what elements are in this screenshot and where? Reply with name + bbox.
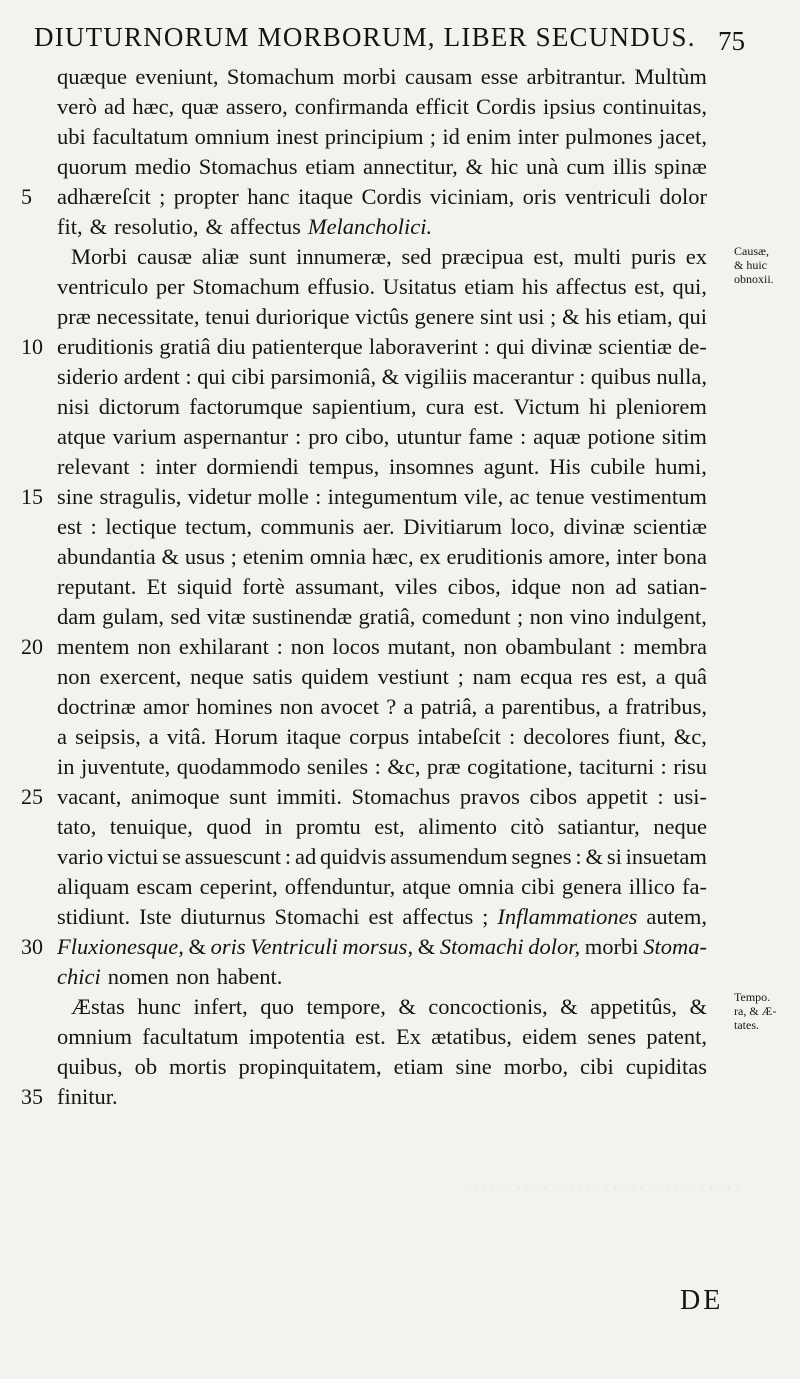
text-line: quorum medio Stomachus etiam annectitur, & hic unà cum illis spinæ [57, 154, 707, 179]
side-note-seasons [734, 990, 798, 1032]
text-line: in juventute, quodammodo seniles : &c, præ cogitatione, taciturni : risu [57, 754, 707, 779]
text-line: non exercent, neque satis quidem vestiunt ; nam ecqua res est, a quâ [57, 664, 707, 689]
line-number: 25 [21, 784, 43, 809]
text-line: a seipsis, a vitâ. Horum itaque corpus intabeſcit : decolores fiunt, &c, [57, 724, 707, 749]
line-number: 35 [21, 1084, 43, 1109]
text-body [57, 62, 707, 1112]
text-line: stidiunt. Iste diuturnus Stomachi est affectus ; Inflammationes autem, [57, 904, 707, 929]
line-number: 10 [21, 334, 43, 359]
text-line: adhæreſcit ; propter hanc itaque Cordis viciniam, oris ventriculi dolor [57, 184, 707, 209]
side-note-line: ra, & Æ- [734, 1004, 777, 1018]
text-line: reputant. Et siquid fortè assumant, viles cibos, idque non ad satian- [57, 574, 707, 599]
text-line: omnium facultatum impotentia est. Ex ætatibus, eidem senes patent, [57, 1024, 707, 1049]
line-number: 20 [21, 634, 43, 659]
running-title: DIUTURNORUM MORBORUM, LIBER SECUNDUS. [34, 22, 696, 52]
text-line: finitur. [57, 1084, 118, 1109]
line-number: 15 [21, 484, 43, 509]
side-note-line: Causæ, [734, 244, 770, 258]
text-line: ubi facultatum omnium inest principium ; id enim inter pulmones jacet, [57, 124, 707, 149]
text-line: præ necessitate, tenui duriorique victûs genere sint usi ; & his etiam, qui [57, 304, 707, 329]
catchword: DE [680, 1285, 724, 1316]
text-line: ventriculo per Stomachum effusio. Usitatus etiam his affectus est, qui, [57, 274, 707, 299]
text-line: Fluxionesque, & oris Ventriculi morsus, & Stomachi dolor, morbi Stoma- [57, 934, 707, 959]
text-line: quibus, ob mortis propinquitatem, etiam sine morbo, cibi cupiditas [57, 1054, 707, 1079]
text-line: chici nomen non habent. [57, 964, 283, 989]
text-line: est : lectique tectum, communis aer. Divitiarum loco, divinæ scientiæ [57, 514, 707, 539]
text-line: eruditionis gratiâ diu patienterque laboraverint : qui divinæ scientiæ de- [57, 334, 707, 359]
side-note-causes [734, 244, 798, 286]
text-line: tato, tenuique, quod in promtu est, alimento citò satiantur, neque [57, 814, 707, 839]
text-line: relevant : inter dormiendi tempus, insomnes agunt. His cubile humi, [57, 454, 707, 479]
line-number: 5 [21, 184, 32, 209]
text-line: abundantia & usus ; etenim omnia hæc, ex eruditionis amore, inter bona [57, 544, 707, 569]
text-line: Morbi causæ aliæ sunt innumeræ, sed præcipua est, multi puris ex [71, 244, 707, 269]
text-line: aliquam escam ceperint, offenduntur, atque omnia cibi genera illico fa- [57, 874, 707, 899]
text-line: sine stragulis, videtur molle : integumentum vile, ac tenue vestimentum [57, 484, 707, 509]
side-note-line: Tempo. [734, 990, 771, 1004]
text-line: doctrinæ amor homines non avocet ? a patriâ, a parentibus, a fratribus, [57, 694, 707, 719]
text-line: verò ad hæc, quæ assero, confirmanda efficit Cordis ipsius continuitas, [57, 94, 707, 119]
text-line: vario victui se assuescunt : ad quidvis assumendum segnes : & si insuetam [57, 844, 707, 869]
page-number: 75 [718, 26, 745, 56]
text-line: vacant, animoque sunt immiti. Stomachus pravos cibos appetit : usi- [57, 784, 707, 809]
text-line: mentem non exhilarant : non locos mutant, non obambulant : membra [57, 634, 707, 659]
line-number: 30 [21, 934, 43, 959]
text-line: nisi dictorum factorumque sapientium, cura est. Victum hi pleniorem [57, 394, 707, 419]
text-line: dam gulam, sed vitæ sustinendæ gratiâ, comedunt ; non vino indulgent, [57, 604, 707, 629]
side-note-line: & huic [734, 258, 767, 272]
side-note-line: tates. [734, 1018, 759, 1032]
text-line: Æstas hunc infert, quo tempore, & concoctionis, & appetitûs, & [71, 994, 707, 1019]
text-line: quæque eveniunt, Stomachum morbi causam esse arbitrantur. Multùm [57, 64, 707, 89]
text-line: atque varium aspernantur : pro cibo, utuntur fame : aquæ potione sitim [57, 424, 707, 449]
show-through: · · · · · · · · · · · · · · · · · · · · · · · · · · · · · · · · [463, 1180, 740, 1196]
text-line: fit, & resolutio, & affectus Melancholici. [57, 214, 433, 239]
side-note-line: obnoxii. [734, 272, 774, 286]
text-line: siderio ardent : qui cibi parsimoniâ, & vigiliis macerantur : quibus nulla, [57, 364, 707, 389]
